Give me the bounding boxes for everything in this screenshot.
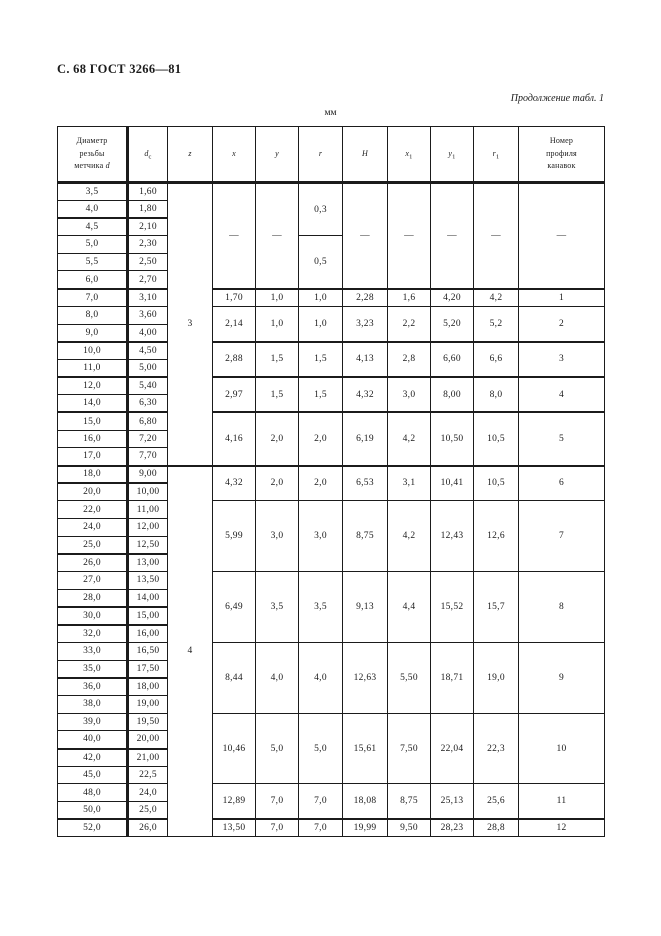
table-row [58, 377, 605, 395]
cell-y1: 6,60 [431, 342, 474, 377]
cell-H: 18,08 [343, 784, 388, 819]
cell-groove-profile-number: 10 [519, 713, 605, 784]
cell-y1: 18,71 [431, 642, 474, 713]
cell-H: 3,23 [343, 306, 388, 341]
cell-H: 4,13 [343, 342, 388, 377]
cell-x: 13,50 [213, 819, 256, 837]
page-header: С. 68 ГОСТ 3266—81 [57, 62, 182, 76]
cell-y1: 4,20 [431, 289, 474, 307]
cell-r1: 10,5 [474, 412, 519, 465]
cell-H: 9,13 [343, 572, 388, 643]
cell-r1: 10,5 [474, 466, 519, 501]
cell-groove-profile-number: 5 [519, 412, 605, 465]
cell-r: 0,5 [299, 236, 343, 289]
cell-dc: 6,30 [128, 395, 168, 413]
cell-r: 3,0 [299, 501, 343, 572]
cell-y1: 5,20 [431, 306, 474, 341]
cell-r: 1,5 [299, 377, 343, 412]
cell-d: 3,5 [58, 183, 128, 201]
cell-x1: 4,2 [388, 501, 431, 572]
cell-groove-profile-number: 1 [519, 289, 605, 307]
table-row [58, 572, 605, 590]
cell-d: 24,0 [58, 519, 128, 537]
cell-d: 27,0 [58, 572, 128, 590]
column-header-d: Диаметр резьбы метчика d [58, 127, 128, 183]
cell-x1: 5,50 [388, 642, 431, 713]
cell-y1: 28,23 [431, 819, 474, 837]
cell-r: 2,0 [299, 466, 343, 501]
cell-H: 12,63 [343, 642, 388, 713]
cell-y: 3,0 [256, 501, 299, 572]
cell-r1: 12,6 [474, 501, 519, 572]
cell-d: 39,0 [58, 713, 128, 731]
cell-y: — [256, 183, 299, 289]
cell-dc: 19,00 [128, 695, 168, 713]
cell-d: 26,0 [58, 554, 128, 572]
cell-r: 1,0 [299, 289, 343, 307]
cell-y: 4,0 [256, 642, 299, 713]
cell-x1: 8,75 [388, 784, 431, 819]
table-row [58, 289, 605, 307]
cell-x: 2,88 [213, 342, 256, 377]
cell-y: 1,0 [256, 289, 299, 307]
table-row [58, 466, 605, 484]
cell-d: 9,0 [58, 324, 128, 342]
cell-y1: 15,52 [431, 572, 474, 643]
cell-dc: 3,60 [128, 306, 168, 324]
table-row [58, 713, 605, 731]
cell-groove-profile-number: 3 [519, 342, 605, 377]
cell-dc: 2,10 [128, 218, 168, 236]
cell-x: 4,16 [213, 412, 256, 465]
cell-dc: 4,50 [128, 342, 168, 360]
cell-d: 36,0 [58, 678, 128, 696]
cell-r1: 5,2 [474, 306, 519, 341]
column-header-x1: $x_1$ [388, 127, 431, 183]
cell-dc: 10,00 [128, 483, 168, 501]
cell-z: 3 [168, 183, 213, 466]
cell-x: 4,32 [213, 466, 256, 501]
cell-r: 5,0 [299, 713, 343, 784]
cell-y: 7,0 [256, 819, 299, 837]
cell-groove-profile-number: 12 [519, 819, 605, 837]
cell-r: 1,0 [299, 306, 343, 341]
cell-r: 4,0 [299, 642, 343, 713]
column-header-y1: $y_1$ [431, 127, 474, 183]
cell-H: 2,28 [343, 289, 388, 307]
cell-dc: 6,80 [128, 412, 168, 430]
cell-groove-profile-number: 11 [519, 784, 605, 819]
cell-dc: 17,50 [128, 660, 168, 678]
cell-r: 0,3 [299, 183, 343, 236]
cell-dc: 26,0 [128, 819, 168, 837]
cell-r: 3,5 [299, 572, 343, 643]
cell-x1: 7,50 [388, 713, 431, 784]
cell-dc: 4,00 [128, 324, 168, 342]
cell-d: 45,0 [58, 766, 128, 784]
table-header-row [58, 127, 605, 183]
column-header-r: r [299, 127, 343, 183]
cell-r: 1,5 [299, 342, 343, 377]
cell-z: 4 [168, 466, 213, 837]
cell-H: 8,75 [343, 501, 388, 572]
cell-dc: 3,10 [128, 289, 168, 307]
cell-dc: 2,30 [128, 236, 168, 254]
cell-y1: — [431, 183, 474, 289]
cell-y: 2,0 [256, 412, 299, 465]
cell-r: 2,0 [299, 412, 343, 465]
cell-dc: 14,00 [128, 589, 168, 607]
cell-d: 11,0 [58, 359, 128, 377]
cell-groove-profile-number: 8 [519, 572, 605, 643]
cell-r1: 22,3 [474, 713, 519, 784]
cell-dc: 5,00 [128, 359, 168, 377]
cell-groove-profile-number: 7 [519, 501, 605, 572]
cell-dc: 11,00 [128, 501, 168, 519]
cell-x1: 1,6 [388, 289, 431, 307]
table-row [58, 819, 605, 837]
cell-groove-profile-number: 4 [519, 377, 605, 412]
cell-dc: 7,20 [128, 430, 168, 448]
cell-H: 6,19 [343, 412, 388, 465]
cell-dc: 1,80 [128, 200, 168, 218]
cell-y1: 12,43 [431, 501, 474, 572]
cell-x: 5,99 [213, 501, 256, 572]
cell-x: 2,14 [213, 306, 256, 341]
cell-x: 10,46 [213, 713, 256, 784]
table-row [58, 306, 605, 324]
cell-dc: 20,00 [128, 731, 168, 749]
cell-d: 35,0 [58, 660, 128, 678]
cell-r1: 25,6 [474, 784, 519, 819]
table-continuation-label: Продолжение табл. 1 [510, 93, 604, 104]
cell-groove-profile-number: 9 [519, 642, 605, 713]
cell-d: 50,0 [58, 802, 128, 820]
cell-y: 2,0 [256, 466, 299, 501]
column-header-x: x [213, 127, 256, 183]
cell-y: 1,5 [256, 342, 299, 377]
cell-d: 25,0 [58, 536, 128, 554]
cell-dc: 21,00 [128, 749, 168, 767]
cell-x1: 9,50 [388, 819, 431, 837]
cell-d: 5,0 [58, 236, 128, 254]
column-header-r1: $r_1$ [474, 127, 519, 183]
cell-d: 40,0 [58, 731, 128, 749]
column-header-H: H [343, 127, 388, 183]
cell-dc: 2,50 [128, 253, 168, 271]
cell-x1: 3,0 [388, 377, 431, 412]
table-row [58, 642, 605, 660]
cell-y: 1,0 [256, 306, 299, 341]
cell-x1: 2,8 [388, 342, 431, 377]
cell-x1: 4,4 [388, 572, 431, 643]
cell-d: 8,0 [58, 306, 128, 324]
cell-y: 7,0 [256, 784, 299, 819]
cell-dc: 12,00 [128, 519, 168, 537]
cell-groove-profile-number: — [519, 183, 605, 289]
table-row [58, 342, 605, 360]
cell-dc: 18,00 [128, 678, 168, 696]
cell-y1: 8,00 [431, 377, 474, 412]
cell-d: 28,0 [58, 589, 128, 607]
unit-label: мм [324, 108, 337, 118]
cell-d: 12,0 [58, 377, 128, 395]
table-row [58, 501, 605, 519]
cell-groove-profile-number: 2 [519, 306, 605, 341]
cell-dc: 25,0 [128, 802, 168, 820]
cell-H: 19,99 [343, 819, 388, 837]
cell-dc: 9,00 [128, 466, 168, 484]
cell-y: 5,0 [256, 713, 299, 784]
cell-r1: — [474, 183, 519, 289]
cell-dc: 12,50 [128, 536, 168, 554]
cell-d: 7,0 [58, 289, 128, 307]
table-row [58, 784, 605, 802]
cell-d: 48,0 [58, 784, 128, 802]
cell-dc: 2,70 [128, 271, 168, 289]
cell-x1: 3,1 [388, 466, 431, 501]
cell-x1: 4,2 [388, 412, 431, 465]
cell-r1: 8,0 [474, 377, 519, 412]
cell-x1: 2,2 [388, 306, 431, 341]
cell-d: 22,0 [58, 501, 128, 519]
cell-y1: 10,41 [431, 466, 474, 501]
cell-r1: 19,0 [474, 642, 519, 713]
column-header-y: y [256, 127, 299, 183]
cell-dc: 19,50 [128, 713, 168, 731]
cell-x: 1,70 [213, 289, 256, 307]
cell-r1: 4,2 [474, 289, 519, 307]
cell-H: 6,53 [343, 466, 388, 501]
cell-dc: 22,5 [128, 766, 168, 784]
cell-dc: 1,60 [128, 183, 168, 201]
cell-dc: 16,50 [128, 642, 168, 660]
cell-dc: 5,40 [128, 377, 168, 395]
cell-d: 10,0 [58, 342, 128, 360]
cell-d: 18,0 [58, 466, 128, 484]
cell-d: 17,0 [58, 448, 128, 466]
cell-x: 8,44 [213, 642, 256, 713]
cell-dc: 13,50 [128, 572, 168, 590]
cell-d: 42,0 [58, 749, 128, 767]
cell-d: 14,0 [58, 395, 128, 413]
cell-d: 6,0 [58, 271, 128, 289]
cell-dc: 24,0 [128, 784, 168, 802]
cell-r: 7,0 [299, 819, 343, 837]
cell-d: 52,0 [58, 819, 128, 837]
cell-d: 4,5 [58, 218, 128, 236]
table-row [58, 183, 605, 201]
cell-r1: 28,8 [474, 819, 519, 837]
cell-H: 15,61 [343, 713, 388, 784]
cell-y: 3,5 [256, 572, 299, 643]
table-row [58, 412, 605, 430]
cell-x: 2,97 [213, 377, 256, 412]
column-header-dc: $d_c$ [128, 127, 168, 183]
cell-x: 6,49 [213, 572, 256, 643]
cell-x: — [213, 183, 256, 289]
cell-d: 38,0 [58, 695, 128, 713]
cell-dc: 15,00 [128, 607, 168, 625]
cell-d: 33,0 [58, 642, 128, 660]
cell-groove-profile-number: 6 [519, 466, 605, 501]
cell-y: 1,5 [256, 377, 299, 412]
cell-H: 4,32 [343, 377, 388, 412]
cell-d: 16,0 [58, 430, 128, 448]
cell-y1: 25,13 [431, 784, 474, 819]
cell-dc: 16,00 [128, 625, 168, 643]
cell-d: 15,0 [58, 412, 128, 430]
cell-dc: 13,00 [128, 554, 168, 572]
cell-y1: 22,04 [431, 713, 474, 784]
cell-d: 5,5 [58, 253, 128, 271]
column-header-num: Номер профиля канавок [519, 127, 605, 183]
cell-x1: — [388, 183, 431, 289]
cell-H: — [343, 183, 388, 289]
cell-r1: 15,7 [474, 572, 519, 643]
data-table [57, 126, 605, 837]
cell-d: 4,0 [58, 200, 128, 218]
cell-d: 30,0 [58, 607, 128, 625]
cell-d: 32,0 [58, 625, 128, 643]
cell-r1: 6,6 [474, 342, 519, 377]
cell-r: 7,0 [299, 784, 343, 819]
cell-d: 20,0 [58, 483, 128, 501]
column-header-z: z [168, 127, 213, 183]
cell-y1: 10,50 [431, 412, 474, 465]
cell-x: 12,89 [213, 784, 256, 819]
cell-dc: 7,70 [128, 448, 168, 466]
